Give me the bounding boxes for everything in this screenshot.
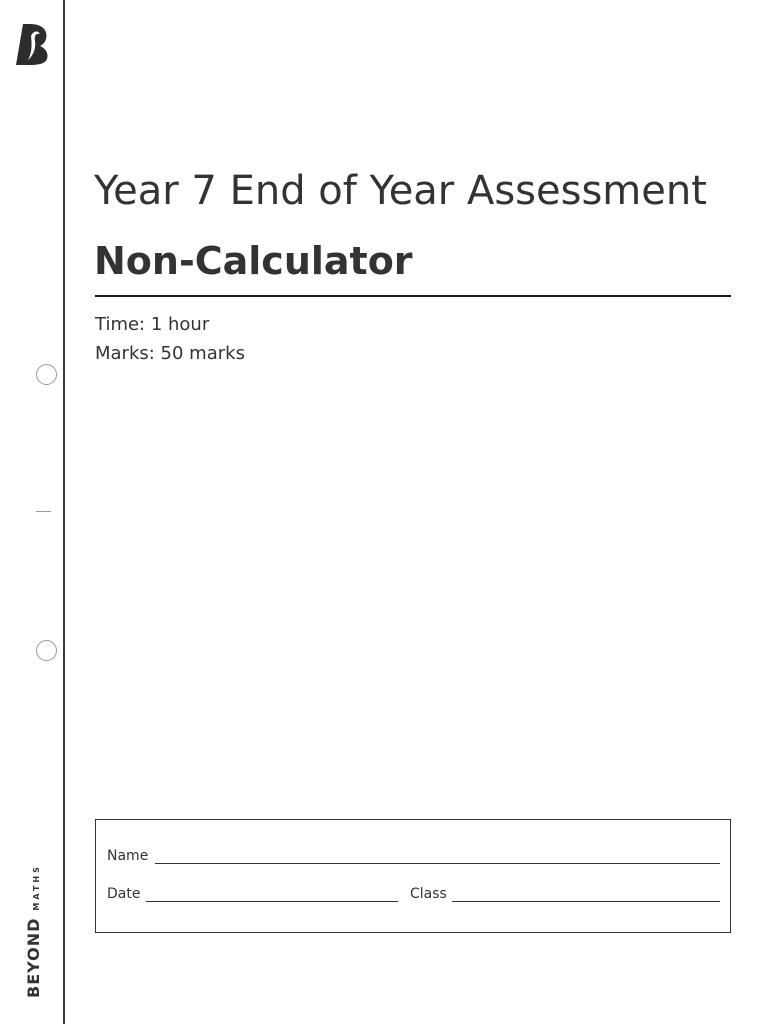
assessment-title: Year 7 End of Year Assessment [94, 168, 707, 214]
date-field[interactable] [146, 901, 398, 902]
brand-sub: MATHS [32, 864, 41, 911]
fold-mark [36, 511, 51, 512]
punch-hole-bottom [36, 640, 57, 661]
brand-wordmark [24, 864, 43, 998]
margin-line [63, 0, 65, 1024]
time-info: Time: 1 hour [95, 314, 210, 335]
class-field[interactable] [452, 901, 720, 902]
assessment-subtitle: Non-Calculator [94, 239, 413, 283]
punch-hole-top [36, 364, 57, 385]
title-rule [95, 295, 731, 297]
name-label: Name [107, 848, 149, 864]
beyond-logo-icon [14, 22, 52, 66]
class-label: Class [410, 886, 447, 902]
name-field[interactable] [155, 863, 720, 864]
brand-name: BEYOND [24, 917, 43, 998]
marks-info: Marks: 50 marks [95, 343, 245, 364]
student-details-box [95, 819, 731, 933]
date-label: Date [107, 886, 141, 902]
